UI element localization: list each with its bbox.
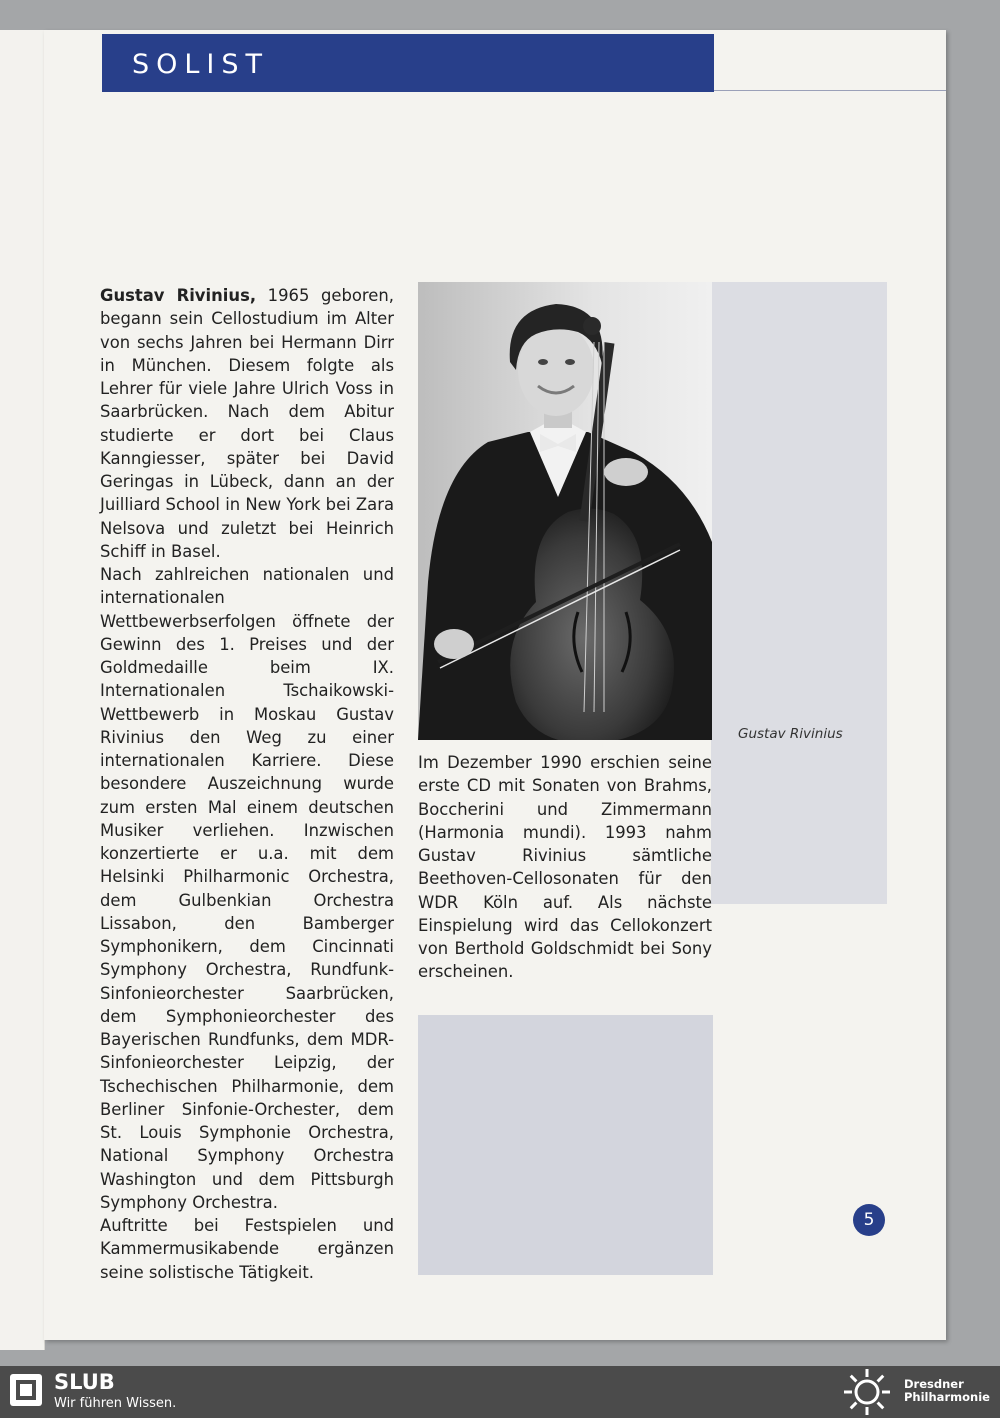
biography-paragraph-4: Im Dezember 1990 erschien seine erste CD mit Sonaten von Brahms, Boccherini und Zimmermann (Harmonia mundi). 1993 nahm Gustav Rivinius sämtliche Beethoven-Cellosonaten für den WDR Köln auf. Als nächste Einspielung wird das Cellokonzert von Berthold Goldschmidt bei Sony erscheinen. [418,753,712,982]
soloist-name: Gustav Rivinius, [100,286,257,305]
biography-paragraph-3: Auftritte bei Festspielen und Kammermusikabende ergänzen seine solistische Tätigkeit. [100,1216,394,1282]
photo-caption: Gustav Rivinius [738,726,843,742]
biography-left-column [100,284,394,1284]
slub-logo-icon [10,1374,42,1406]
library-name: SLUB [54,1370,115,1394]
soloist-photo [418,282,712,740]
philharmonie-logo-icon [842,1368,892,1416]
bleed-through-panel-lower [418,1015,713,1275]
biography-right-column [418,751,712,984]
section-header-band [102,34,714,92]
partner-name [904,1378,990,1404]
biography-paragraph-1-text: 1965 geboren, begann sein Cellostudium im Alter von sechs Jahren bei Hermann Dirr in München. Diesem folgte als Lehrer für viele Jahre Ulrich Voss in Saarbrücken. Nach dem Abitur studierte er dort bei Claus Kanngiesser, später bei David Geringas in Lübeck, dann an der Juilliard School in New York bei Zara Nelsova und zuletzt bei Heinrich Schiff in Basel. [100,286,394,561]
header-rule [714,90,946,91]
bleed-through-panel [711,282,887,904]
footer-bar [0,1366,1000,1418]
partner-name-line-2: Philharmonie [904,1390,990,1404]
brochure-page [44,30,946,1340]
previous-page-edge [0,30,45,1350]
biography-paragraph-1 [100,284,394,563]
cellist-illustration [418,282,712,740]
partner-name-line-1: Dresdner [904,1377,964,1391]
section-title: SOLIST [132,49,270,80]
library-tagline: Wir führen Wissen. [54,1396,177,1411]
biography-paragraph-2: Nach zahlreichen nationalen und internationalen Wettbewerbserfolgen öffnete der Gewinn des 1. Preises und der Goldmedaille beim IX. Internationalen Tschaikowski-Wettbewerb in Moskau Gustav Rivinius den Weg zu einer internationalen Karriere. Diese besondere Auszeichnung wurde zum ersten Mal einem deutschen Musiker verliehen. Inzwischen konzertierte er u.a. mit dem Helsinki Philharmonic Orchestra, dem Gulbenkian Orchestra Lissabon, den Bamberger Symphonikern, dem Cincinnati Symphony Orchestra, Rundfunk-Sinfonieorchester Saarbrücken, dem Symphonieorchester des Bayerischen Rundfunks, dem MDR-Sinfonieorchester Leipzig, der Tschechischen Philharmonie, dem Berliner Sinfonie-Orchester, dem St. Louis Symphonie Orchestra, National Symphony Orchestra Washington und dem Pittsburgh Symphony Orchestra. [100,565,394,1212]
page-number-badge: 5 [853,1204,885,1236]
